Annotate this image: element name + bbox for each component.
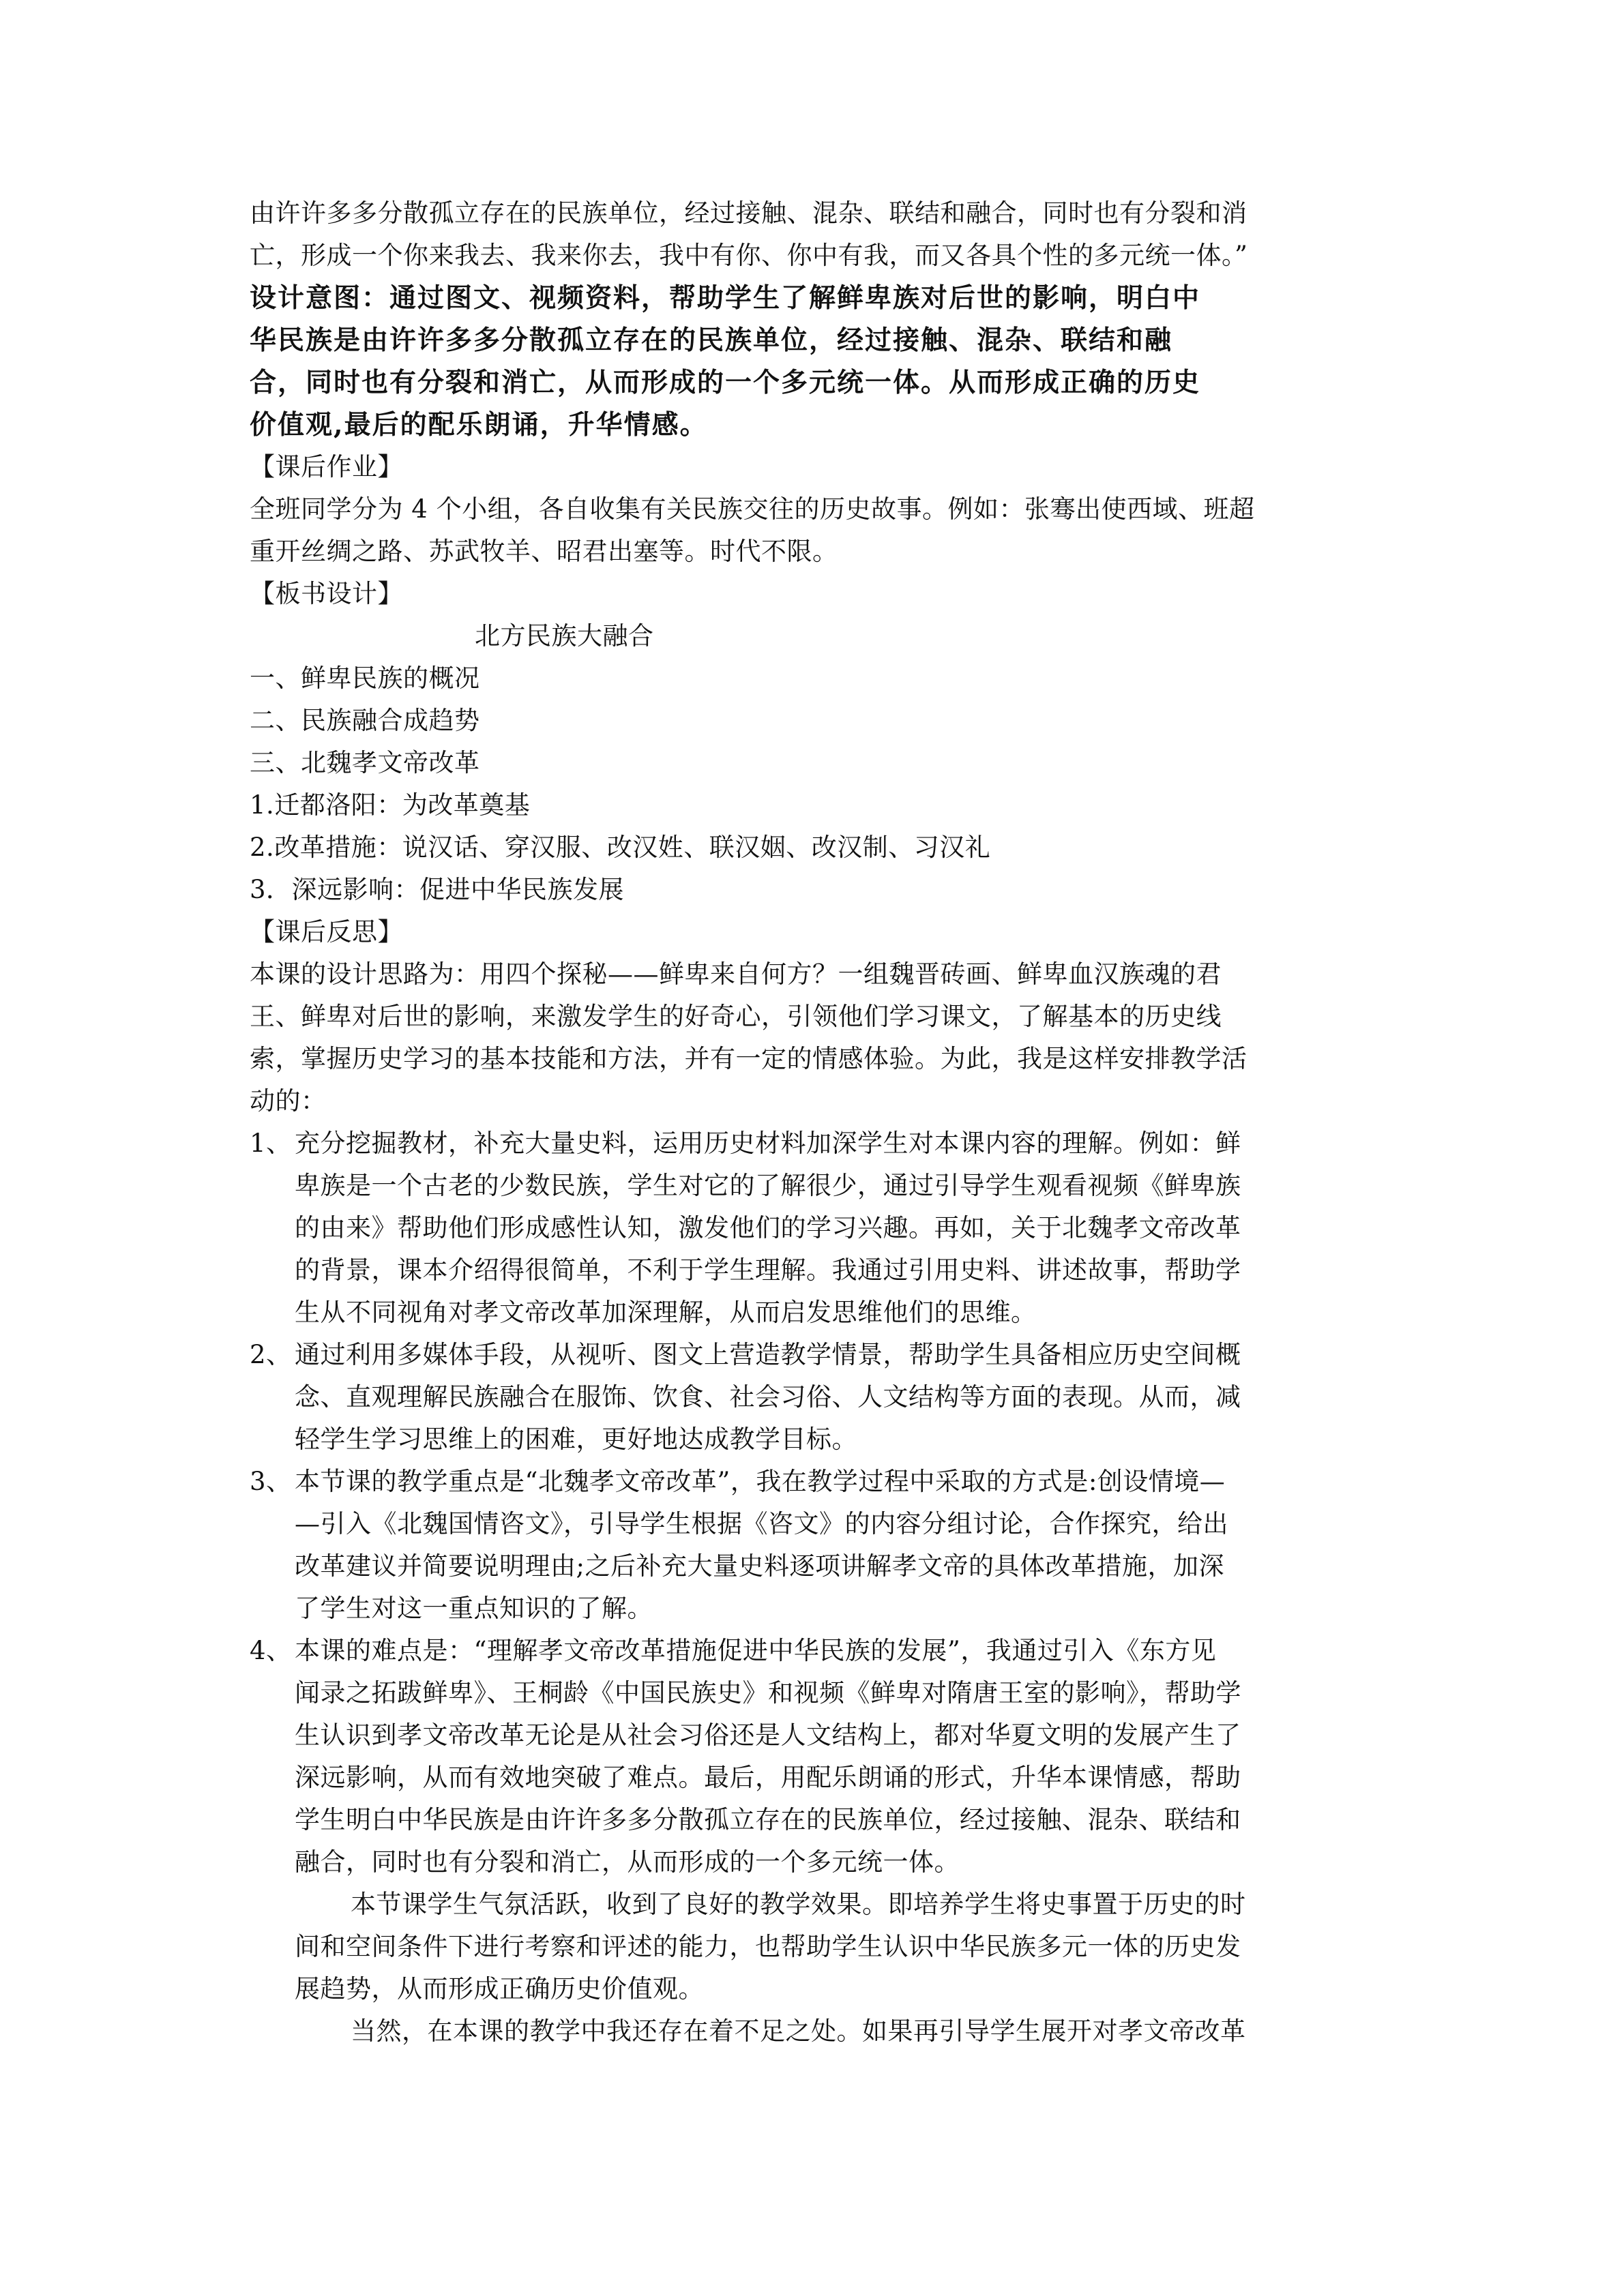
blackboard-title: 北方民族大融合 <box>475 621 654 651</box>
blackboard-item: 2.改革措施：说汉话、穿汉服、改汉姓、联汉姻、改汉制、习汉礼 <box>250 833 991 862</box>
document-body <box>250 192 1378 2053</box>
list-item-text: 的由来》帮助他们形成感性认知，激发他们的学习兴趣。再如，关于北魏孝文帝改革 <box>295 1213 1241 1242</box>
list-item-text: 充分挖掘教材，补充大量史料，运用历史材料加深学生对本课内容的理解。例如：鲜 <box>295 1129 1241 1158</box>
design-intent-line: 设计意图：通过图文、视频资料，帮助学生了解鲜卑族对后世的影响，明白中 <box>250 282 1201 314</box>
list-item-text: 生从不同视角对孝文帝改革加深理解，从而启发思维他们的思维。 <box>295 1298 1037 1327</box>
design-intent-line: 华民族是由许许多多分散孤立存在的民族单位，经过接触、混杂、联结和融 <box>250 325 1173 356</box>
reflection-text-line: 动的： <box>250 1086 327 1116</box>
list-number: 3、 <box>250 1467 292 1496</box>
list-item-text: —引入《北魏国情咨文》，引导学生根据《咨文》的内容分组讨论，合作探究，给出 <box>295 1509 1228 1538</box>
section-heading-reflection: 【课后反思】 <box>250 917 403 946</box>
list-item-text: 本课的难点是：“理解孝文帝改革措施促进中华民族的发展”，我通过引入《东方见 <box>295 1636 1217 1665</box>
list-number: 1、 <box>250 1129 292 1158</box>
body-text-line: 由许许多多分散孤立存在的民族单位，经过接触、混杂、联结和融合，同时也有分裂和消 <box>250 198 1247 228</box>
design-intent-line: 价值观,最后的配乐朗诵，升华情感。 <box>250 409 708 441</box>
list-item-2 <box>250 1334 1378 1376</box>
blackboard-item: 1.迁都洛阳：为改革奠基 <box>250 790 531 820</box>
paragraph-text-line: 当然，在本课的教学中我还存在着不足之处。如果再引导学生展开对孝文帝改革 <box>351 2016 1246 2046</box>
list-number: 4、 <box>250 1636 292 1665</box>
list-item-text: 轻学生学习思维上的困难，更好地达成教学目标。 <box>295 1425 857 1454</box>
list-item-text: 融合，同时也有分裂和消亡，从而形成的一个多元统一体。 <box>295 1847 960 1877</box>
list-item-text: 通过利用多媒体手段，从视听、图文上营造教学情景，帮助学生具备相应历史空间概 <box>295 1340 1241 1369</box>
list-item-text: 深远影响，从而有效地突破了难点。最后，用配乐朗诵的形式，升华本课情感，帮助 <box>295 1763 1241 1792</box>
list-item-text: 的背景，课本介绍得很简单，不利于学生理解。我通过引用史料、讲述故事，帮助学 <box>295 1255 1241 1285</box>
list-item-text: 本节课的教学重点是“北魏孝文帝改革”，我在教学过程中采取的方式是:创设情境— <box>295 1467 1226 1496</box>
list-item-1 <box>250 1122 1378 1165</box>
homework-text-line: 重开丝绸之路、苏武牧羊、昭君出塞等。时代不限。 <box>250 537 838 566</box>
list-item-text: 闻录之拓跋鲜卑》、王桐龄《中国民族史》和视频《鲜卑对隋唐王室的影响》，帮助学 <box>295 1678 1241 1708</box>
blackboard-item: 二、民族融合成趋势 <box>250 706 480 735</box>
blackboard-item: 一、鲜卑民族的概况 <box>250 664 480 693</box>
list-item-text: 生认识到孝文帝改革无论是从社会习俗还是人文结构上，都对华夏文明的发展产生了 <box>295 1720 1241 1750</box>
list-number: 2、 <box>250 1340 292 1369</box>
body-text-line: 亡，形成一个你来我去、我来你去，我中有你、你中有我，而又各具个性的多元统一体。” <box>250 241 1248 270</box>
reflection-text-line: 本课的设计思路为：用四个探秘——鲜卑来自何方？一组魏晋砖画、鲜卑血汉族魂的君 <box>250 959 1222 989</box>
design-intent-line: 合，同时也有分裂和消亡，从而形成的一个多元统一体。从而形成正确的历史 <box>250 367 1201 398</box>
list-item-text: 念、直观理解民族融合在服饰、饮食、社会习俗、人文结构等方面的表现。从而，减 <box>295 1382 1241 1412</box>
paragraph-text-line: 间和空间条件下进行考察和评述的能力，也帮助学生认识中华民族多元一体的历史发 <box>295 1932 1241 1961</box>
list-item-4 <box>250 1630 1378 1672</box>
list-item-text: 卑族是一个古老的少数民族，学生对它的了解很少，通过引导学生观看视频《鲜卑族 <box>295 1171 1241 1200</box>
reflection-text-line: 王、鲜卑对后世的影响，来激发学生的好奇心，引领他们学习课文，了解基本的历史线 <box>250 1002 1222 1031</box>
reflection-text-line: 索，掌握历史学习的基本技能和方法，并有一定的情感体验。为此，我是这样安排教学活 <box>250 1044 1247 1073</box>
blackboard-item: 三、北魏孝文帝改革 <box>250 748 480 777</box>
paragraph-text-line: 展趋势，从而形成正确历史价值观。 <box>295 1974 704 2003</box>
list-item-text: 了学生对这一重点知识的了解。 <box>295 1594 653 1623</box>
paragraph-text-line: 本节课学生气氛活跃，收到了良好的教学效果。即培养学生将史事置于历史的时 <box>351 1890 1246 1919</box>
list-item-3 <box>250 1461 1378 1503</box>
section-heading-homework: 【课后作业】 <box>250 452 403 481</box>
homework-text-line: 全班同学分为 4 个小组，各自收集有关民族交往的历史故事。例如：张骞出使西域、班超 <box>250 494 1255 524</box>
list-item-text: 改革建议并简要说明理由;之后补充大量史料逐项讲解孝文帝的具体改革措施，加深 <box>295 1551 1224 1581</box>
section-heading-blackboard: 【板书设计】 <box>250 579 403 608</box>
list-item-text: 学生明白中华民族是由许许多多分散孤立存在的民族单位，经过接触、混杂、联结和 <box>295 1805 1241 1834</box>
blackboard-item: 3．深远影响：促进中华民族发展 <box>250 875 625 904</box>
